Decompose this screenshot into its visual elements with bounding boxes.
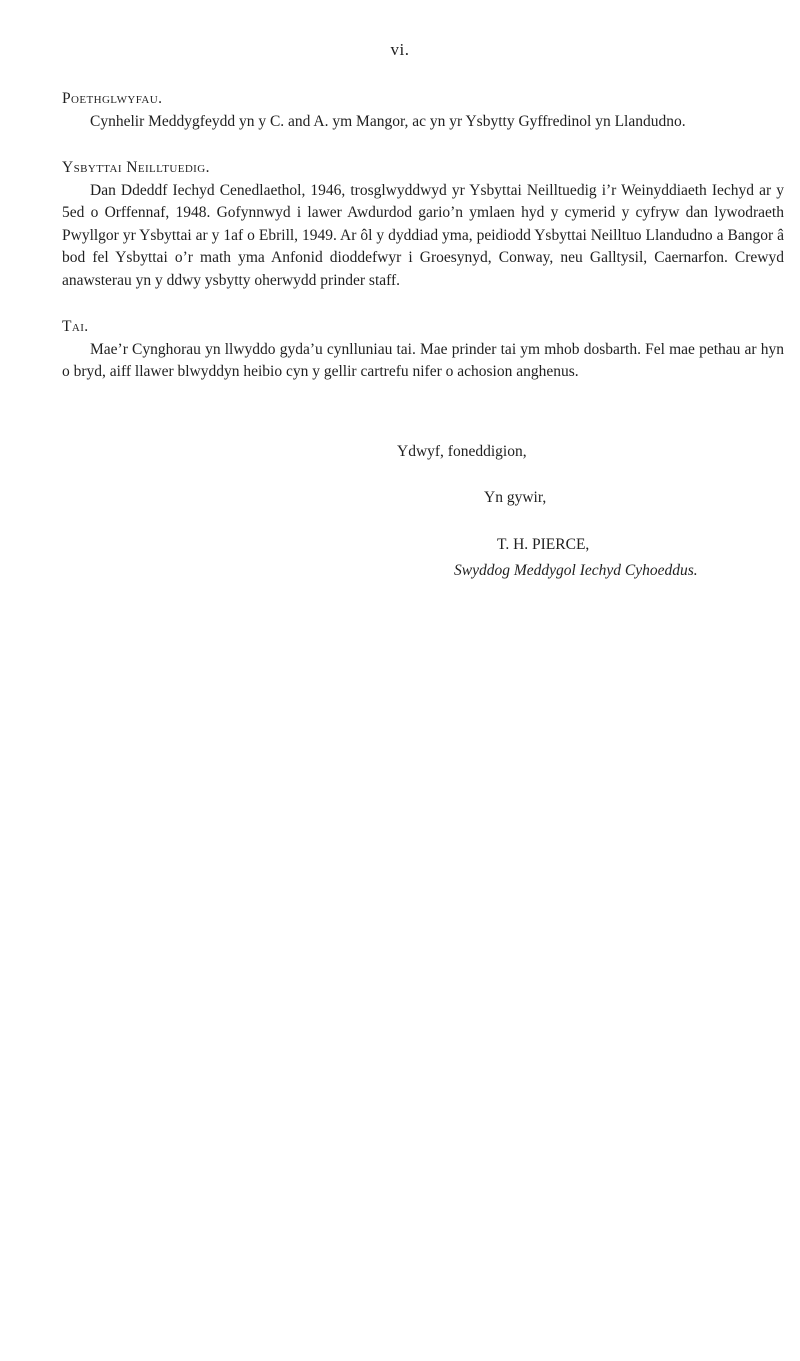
section-paragraph: Dan Ddeddf Iechyd Cenedlaethol, 1946, trosglwyddwyd yr Ysbyttai Neilltuedig i’r Weinyddiaeth Iechyd ar y 5ed o Orffennaf, 1948. Gofynnwyd i lawer Awdurdod gario’n ymlaen hyd y cymerid y cyfryw dan lywodraeth Pwyllgor yr Ysbyttai ar y 1af o Ebrill, 1949. Ar ôl y dyddiad yma, peidiodd Ysbyttai Neilltuo Llandudno a Bangor â bod fel Ysbyttai o’r math yma Anfonid dioddefwyr i Groesynyd, Conway, neu Galltysil, Caernarfon. Crewyd anawsterau yn y ddwy ysbytty oherwydd prinder staff.: [62, 181, 784, 289]
closing-salutation: Ydwyf, foneddigion,: [397, 443, 527, 460]
section-tai: [62, 316, 784, 384]
section-paragraph: Cynhelir Meddygfeydd yn y C. and A. ym Mangor, ac yn yr Ysbytty Gyffredinol yn Llandudno.: [90, 112, 686, 130]
section-heading: Tai.: [62, 318, 89, 335]
section-heading: Poethglwyfau.: [62, 90, 163, 107]
report-body: [62, 88, 784, 398]
section-heading: Ysbyttai Neilltuedig.: [62, 159, 210, 176]
page-number: vi.: [390, 40, 410, 59]
signatory-name: T. H. PIERCE,: [497, 536, 590, 553]
section-paragraph: Mae’r Cynghorau yn llwyddo gyda’u cynlluniau tai. Mae prinder tai ym mhob dosbarth. Fel mae pethau ar hyn o bryd, aiff llawer blwyddyn heibio cyn y gellir cartrefu nifer o achosion anghenus.: [62, 340, 784, 380]
closing-signoff: Yn gywir,: [484, 489, 547, 506]
signatory-title: Swyddog Meddygol Iechyd Cyhoeddus.: [454, 562, 698, 579]
section-ysbyttai-neilltuedig: [62, 157, 784, 292]
section-poethglwyfau: [62, 88, 784, 133]
